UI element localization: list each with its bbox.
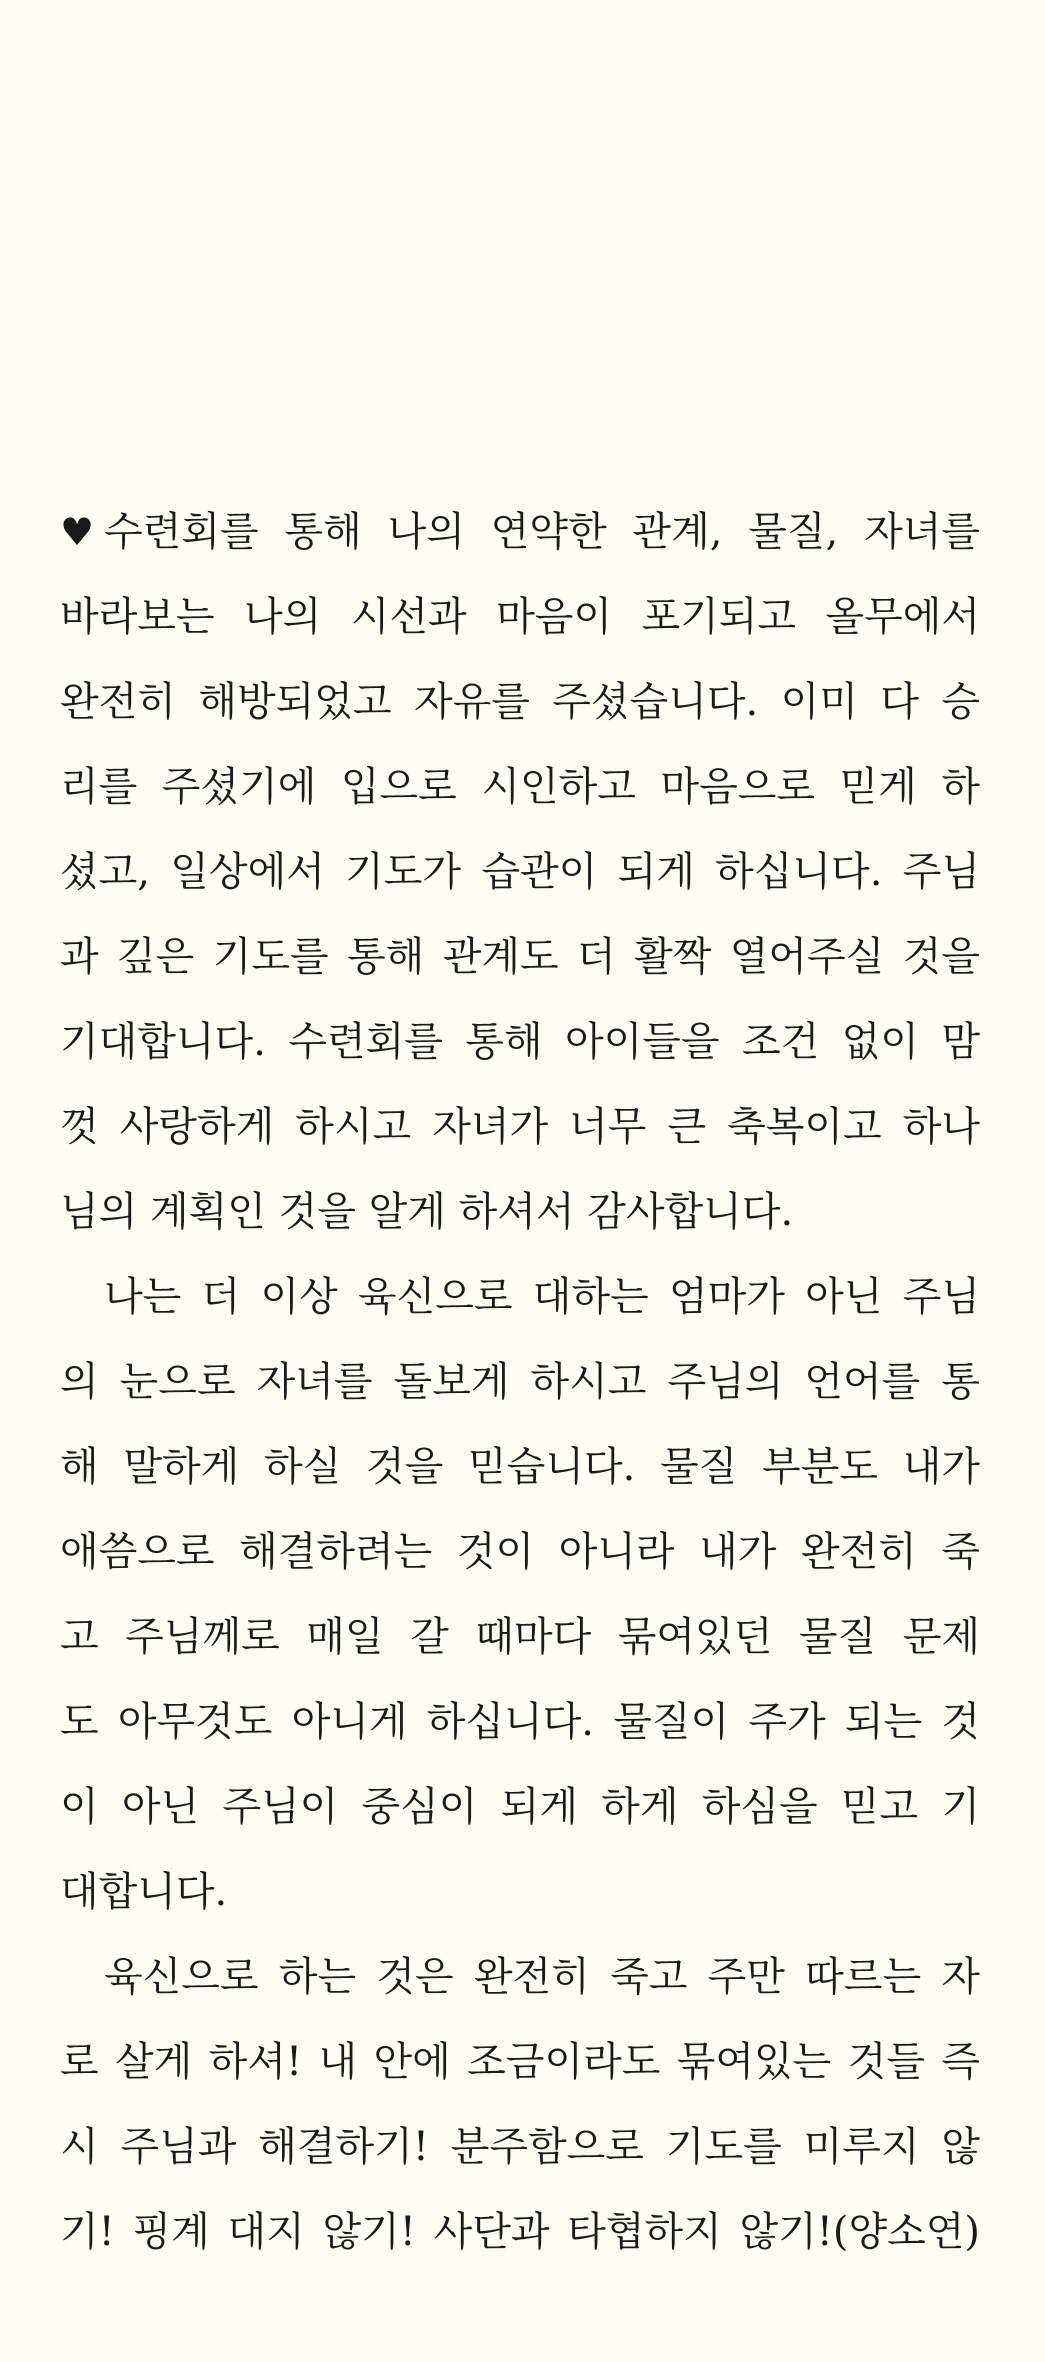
text-line: 애씀으로 해결하려는 것이 아니라 내가 완전히 죽 — [60, 1529, 980, 1575]
text-line: 고 주님께로 매일 갈 때마다 묶여있던 물질 문제 — [60, 1614, 980, 1660]
text-line: 리를 주셨기에 입으로 시인하고 마음으로 믿게 하 — [60, 764, 980, 810]
text-line: 해 말하게 하실 것을 믿습니다. 물질 부분도 내가 — [60, 1444, 980, 1490]
heart-icon: ♥ — [60, 510, 95, 554]
text-line: 기! 핑계 대지 않기! 사단과 타협하지 않기!(양소연) — [60, 2209, 980, 2255]
text-line: 셨고, 일상에서 기도가 습관이 되게 하십니다. 주님 — [60, 849, 980, 895]
text-line: 바라보는 나의 시선과 마음이 포기되고 올무에서 — [60, 594, 980, 640]
text-line: 님의 계획인 것을 알게 하셔서 감사합니다. — [60, 1189, 794, 1235]
text-line: 로 살게 하셔! 내 안에 조금이라도 묶여있는 것들 즉 — [60, 2039, 980, 2085]
text-line: ♥ 수련회를 통해 나의 연약한 관계, 물질, 자녀를 — [60, 490, 980, 575]
text-line: 껏 사랑하게 하시고 자녀가 너무 큰 축복이고 하나 — [60, 1104, 980, 1150]
text-line: 기대합니다. 수련회를 통해 아이들을 조건 없이 맘 — [60, 1019, 980, 1065]
text-line: 대합니다. — [60, 1869, 228, 1915]
text-line: 이 아닌 주님이 중심이 되게 하게 하심을 믿고 기 — [60, 1784, 980, 1830]
paragraph-3 — [60, 1935, 980, 2275]
text-line: 완전히 해방되었고 자유를 주셨습니다. 이미 다 승 — [60, 679, 980, 725]
text-line: 시 주님과 해결하기! 분주함으로 기도를 미루지 않 — [60, 2124, 980, 2170]
text-line: 육신으로 하는 것은 완전히 죽고 주만 따르는 자 — [104, 1954, 980, 2000]
paragraph-1 — [60, 490, 980, 1255]
article-body — [60, 490, 980, 2275]
text-line: 도 아무것도 아니게 하십니다. 물질이 주가 되는 것 — [60, 1699, 980, 1745]
paragraph-2 — [60, 1255, 980, 1935]
text-line: 나는 더 이상 육신으로 대하는 엄마가 아닌 주님 — [104, 1274, 980, 1320]
text-line: 과 깊은 기도를 통해 관계도 더 활짝 열어주실 것을 — [60, 934, 980, 980]
text-line: 의 눈으로 자녀를 돌보게 하시고 주님의 언어를 통 — [60, 1359, 980, 1405]
